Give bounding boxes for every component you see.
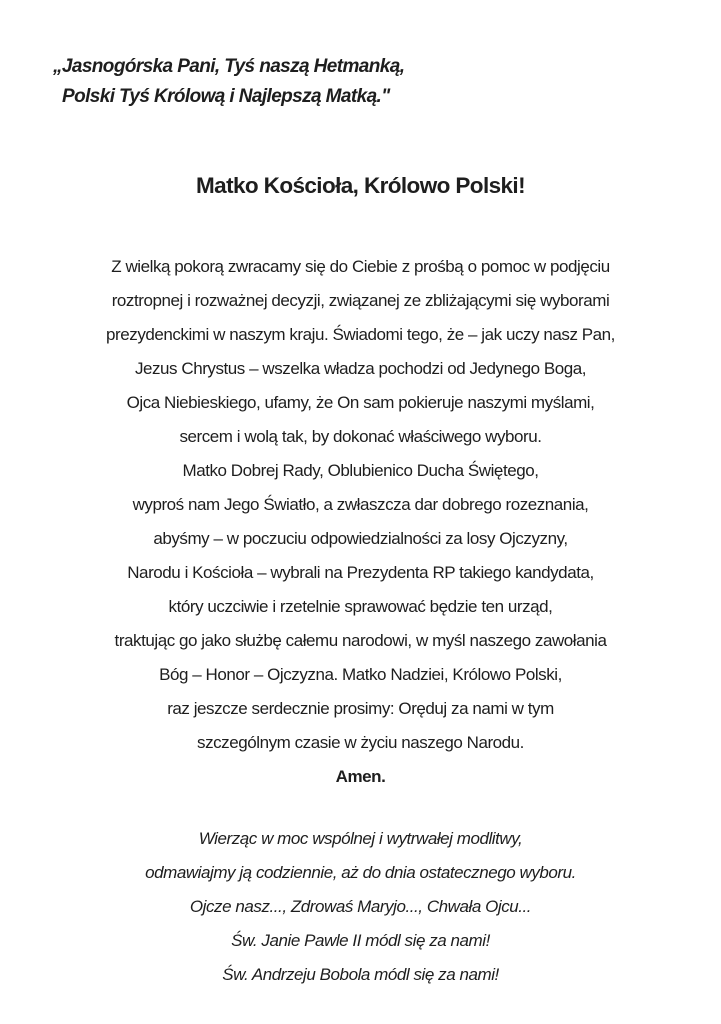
- prayer-line: traktując go jako służbę całemu narodowi, w myśl naszego zawołania: [114, 631, 607, 650]
- epigraph-line: Polski Tyś Królową i Najlepszą Matką.": [62, 86, 390, 107]
- closing-invocations: [0, 822, 721, 992]
- closing-line: Św. Janie Pawle II módl się za nami!: [231, 931, 490, 950]
- prayer-line: abyśmy – w poczuciu odpowiedzialności za losy Ojczyzny,: [153, 529, 568, 548]
- prayer-line: raz jeszcze serdecznie prosimy: Oręduj za nami w tym: [167, 699, 554, 718]
- prayer-title: Matko Kościoła, Królowo Polski!: [196, 173, 525, 198]
- prayer-line: który uczciwie i rzetelnie sprawować będzie ten urząd,: [168, 597, 553, 616]
- prayer-line: Narodu i Kościoła – wybrali na Prezydenta RP takiego kandydata,: [127, 563, 594, 582]
- closing-line: Wierząc w moc wspólnej i wytrwałej modlitwy,: [198, 829, 523, 848]
- epigraph-line: „Jasnogórska Pani, Tyś naszą Hetmanką,: [53, 56, 405, 77]
- prayer-line: prezydenckimi w naszym kraju. Świadomi tego, że – jak uczy nasz Pan,: [106, 325, 615, 344]
- prayer-body: [0, 250, 721, 794]
- epigraph-quote: [53, 52, 404, 112]
- closing-line: Ojcze nasz..., Zdrowaś Maryjo..., Chwała Ojcu...: [189, 897, 532, 916]
- prayer-line: wyproś nam Jego Światło, a zwłaszcza dar dobrego rozeznania,: [132, 495, 589, 514]
- prayer-line: roztropnej i rozważnej decyzji, związanej ze zbliżającymi się wyborami: [111, 291, 610, 310]
- prayer-line: sercem i wolą tak, by dokonać właściwego wyboru.: [179, 427, 542, 446]
- closing-line: odmawiajmy ją codziennie, aż do dnia ostatecznego wyboru.: [145, 863, 576, 882]
- prayer-line: Jezus Chrystus – wszelka władza pochodzi od Jedynego Boga,: [134, 359, 587, 378]
- prayer-line: szczególnym czasie w życiu naszego Narodu.: [197, 733, 524, 752]
- prayer-line: Matko Dobrej Rady, Oblubienico Ducha Świętego,: [182, 461, 539, 480]
- closing-line: Św. Andrzeju Bobola módl się za nami!: [222, 965, 499, 984]
- prayer-line: Ojca Niebieskiego, ufamy, że On sam pokieruje naszymi myślami,: [126, 393, 595, 412]
- prayer-line: Z wielką pokorą zwracamy się do Ciebie z prośbą o pomoc w podjęciu: [111, 257, 610, 276]
- prayer-line: Bóg – Honor – Ojczyzna. Matko Nadziei, Królowo Polski,: [159, 665, 562, 684]
- amen-text: Amen.: [335, 767, 386, 786]
